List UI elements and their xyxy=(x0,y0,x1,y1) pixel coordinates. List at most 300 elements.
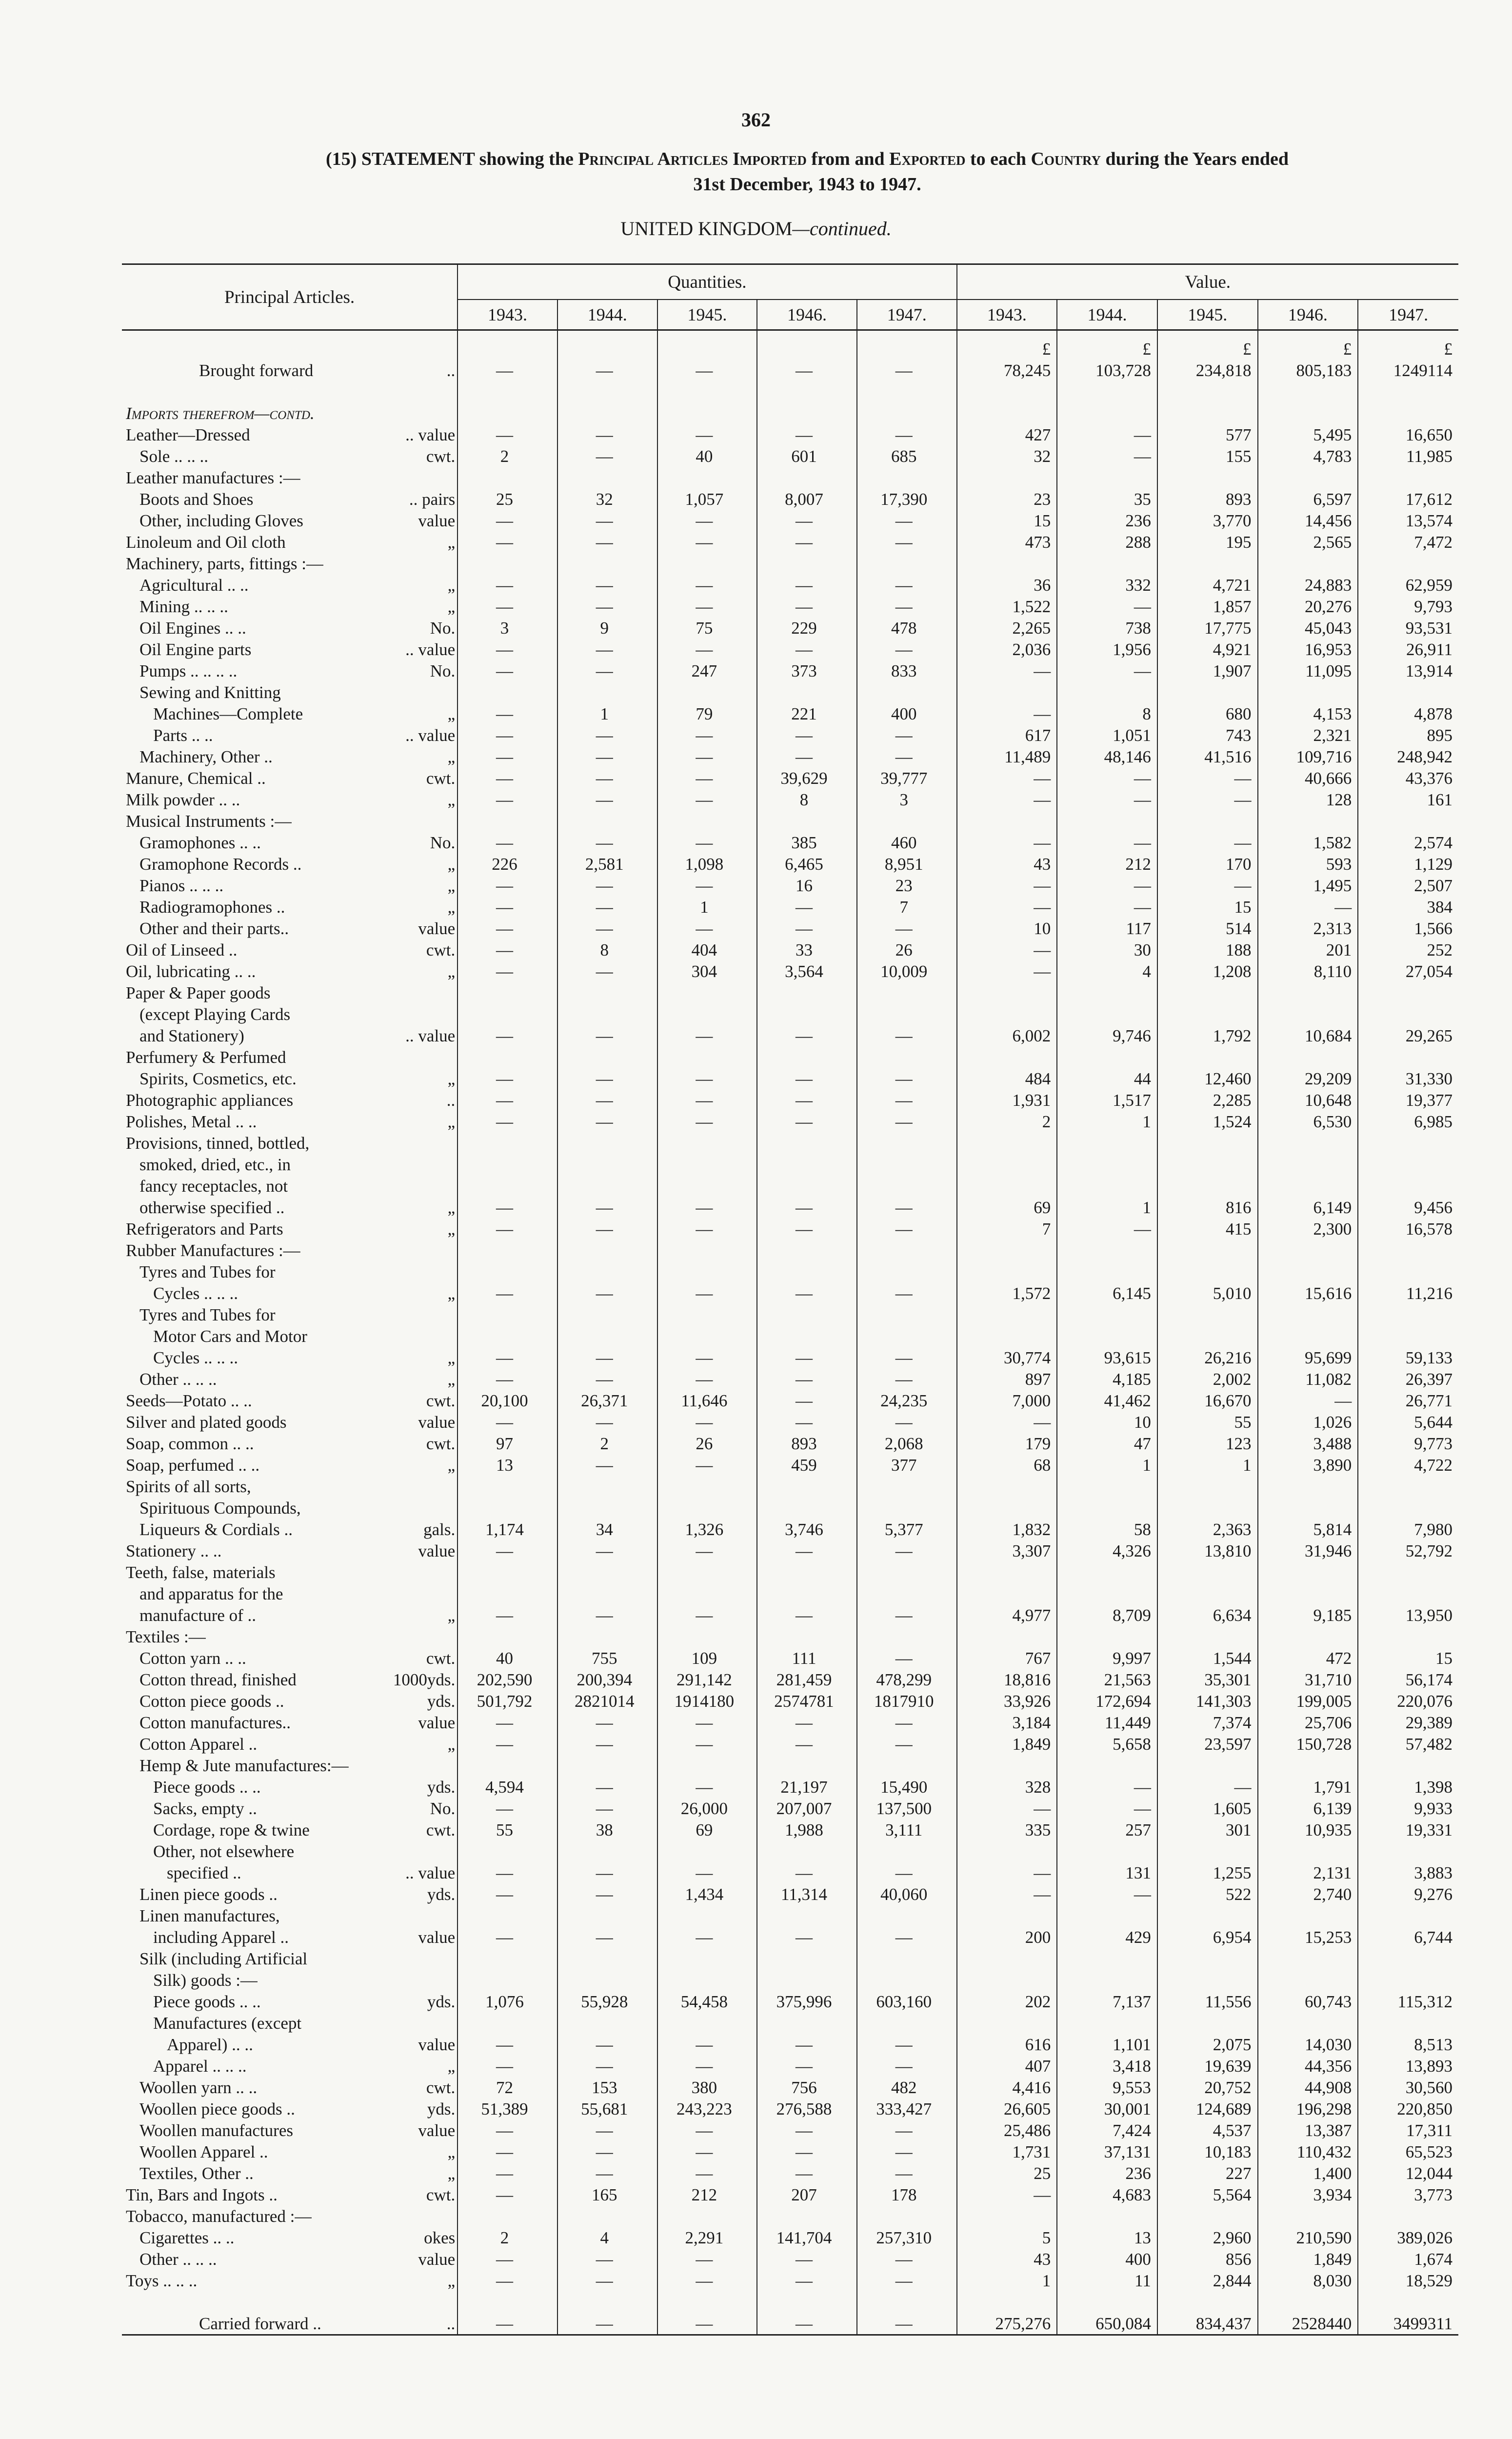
value-cell: 484 xyxy=(957,1068,1057,1089)
value-cell: 1 xyxy=(1057,1454,1157,1476)
value-cell: — xyxy=(957,1798,1057,1819)
table-row xyxy=(122,1755,1458,1776)
article-unit: cwt. xyxy=(426,2185,456,2204)
value-cell: 1,674 xyxy=(1358,2248,1458,2270)
quantity-cell xyxy=(757,2291,857,2313)
value-cell: 212 xyxy=(1057,853,1157,875)
value-cell: 11,216 xyxy=(1358,1282,1458,1304)
value-cell: — xyxy=(1258,1390,1358,1411)
value-cell: 31,946 xyxy=(1258,1540,1358,1561)
article-unit xyxy=(450,983,455,1003)
article-cell xyxy=(122,1798,458,1819)
value-cell xyxy=(1057,1905,1157,1926)
table-row xyxy=(122,1583,1458,1604)
quantity-cell: 137,500 xyxy=(857,1798,957,1819)
article-cell xyxy=(122,2162,458,2184)
article-unit: „ xyxy=(447,1455,456,1475)
value-cell xyxy=(1258,2012,1358,2034)
table-row xyxy=(122,1154,1458,1175)
value-cell xyxy=(1358,982,1458,1003)
value-cell xyxy=(1057,1154,1157,1175)
quantity-cell: — xyxy=(557,1025,657,1046)
article-unit: „ xyxy=(447,1283,456,1303)
article-cell xyxy=(122,1175,458,1197)
quantity-cell xyxy=(657,1969,757,1991)
quantity-cell: 281,459 xyxy=(757,1669,857,1690)
article-unit: .. xyxy=(446,360,456,380)
quantity-cell xyxy=(757,1755,857,1776)
article-unit: cwt. xyxy=(426,1820,456,1839)
value-cell: 389,026 xyxy=(1358,2227,1458,2248)
value-cell xyxy=(957,1948,1057,1969)
table-row xyxy=(122,2270,1458,2291)
value-cell: 2,002 xyxy=(1157,1368,1258,1390)
value-cell: 23 xyxy=(957,488,1057,510)
value-cell xyxy=(1358,810,1458,832)
article-name: Cycles .. .. .. xyxy=(153,1283,239,1303)
value-cell: 15 xyxy=(957,510,1057,531)
quantity-cell: 243,223 xyxy=(657,2098,757,2119)
article-name: Spirits of all sorts, xyxy=(126,1477,251,1496)
value-cell xyxy=(1057,2291,1157,2313)
article-unit: „ xyxy=(447,2056,456,2076)
quantity-cell: — xyxy=(557,2313,657,2335)
value-cell: 93,531 xyxy=(1358,617,1458,639)
value-cell: 18,529 xyxy=(1358,2270,1458,2291)
quantity-cell: — xyxy=(657,724,757,746)
value-cell: 1 xyxy=(1157,1454,1258,1476)
quantity-cell: 51,389 xyxy=(458,2098,557,2119)
quantity-cell: 3 xyxy=(857,789,957,810)
quantity-cell xyxy=(657,1755,757,1776)
article-unit: „ xyxy=(447,1734,456,1754)
value-cell: 25 xyxy=(957,2162,1057,2184)
table-row xyxy=(122,1175,1458,1197)
article-name: Sewing and Knitting xyxy=(139,682,281,702)
quantity-cell xyxy=(657,1905,757,1926)
value-cell: 11,556 xyxy=(1157,1991,1258,2012)
table-row xyxy=(122,1239,1458,1261)
value-cell: 4,153 xyxy=(1258,703,1358,724)
quantity-cell: — xyxy=(458,1411,557,1433)
value-cell xyxy=(1057,810,1157,832)
heading-line2: 31st December, 1943 to 1947. xyxy=(693,174,921,195)
quantity-cell: — xyxy=(857,2055,957,2077)
quantity-cell: — xyxy=(657,1926,757,1948)
article-unit: „ xyxy=(447,897,456,917)
value-cell xyxy=(1157,1583,1258,1604)
value-cell: 4,416 xyxy=(957,2077,1057,2098)
table-row xyxy=(122,1905,1458,1926)
quantity-cell: — xyxy=(757,1411,857,1433)
quantity-cell: 33 xyxy=(757,939,857,960)
article-unit: .. value xyxy=(405,1026,456,1045)
quantity-cell: — xyxy=(557,445,657,467)
quantity-cell xyxy=(757,467,857,488)
value-cell xyxy=(1258,1261,1358,1282)
quantity-cell: 21,197 xyxy=(757,1776,857,1798)
value-cell: 68 xyxy=(957,1454,1057,1476)
quantity-cell: — xyxy=(458,767,557,789)
heading-word1: STATEMENT xyxy=(361,149,475,169)
quantity-cell: — xyxy=(857,531,957,553)
article-cell xyxy=(122,1476,458,1497)
table-row xyxy=(122,703,1458,724)
quantity-cell xyxy=(458,1561,557,1583)
value-cell: 3,773 xyxy=(1358,2184,1458,2205)
value-cell xyxy=(957,467,1057,488)
value-cell: 4,878 xyxy=(1358,703,1458,724)
article-cell xyxy=(122,1197,458,1218)
quantity-cell: — xyxy=(857,724,957,746)
article-unit: cwt. xyxy=(426,2078,456,2097)
quantity-cell: — xyxy=(458,1540,557,1561)
value-cell xyxy=(957,810,1057,832)
quantity-cell xyxy=(557,1583,657,1604)
article-name: Sole .. .. .. xyxy=(139,446,208,466)
value-cell: 95,699 xyxy=(1258,1347,1358,1368)
quantity-cell: 2821014 xyxy=(557,1690,657,1712)
quantity-cell: — xyxy=(757,1218,857,1239)
value-cell: 25,706 xyxy=(1258,1712,1358,1733)
article-cell xyxy=(122,1433,458,1454)
article-name: Woollen Apparel .. xyxy=(139,2142,268,2161)
value-cell: 2 xyxy=(957,1111,1057,1132)
article-cell xyxy=(122,1926,458,1948)
quantity-cell: 1 xyxy=(557,703,657,724)
table-row xyxy=(122,2184,1458,2205)
value-cell: 288 xyxy=(1057,531,1157,553)
article-cell xyxy=(122,939,458,960)
value-cell xyxy=(1057,1497,1157,1519)
value-cell xyxy=(1157,1132,1258,1154)
quantity-cell: — xyxy=(657,1604,757,1626)
heading-number: (15) xyxy=(326,149,357,169)
value-cell: 8 xyxy=(1057,703,1157,724)
article-name: Paper & Paper goods xyxy=(126,983,271,1002)
value-cell: 17,311 xyxy=(1358,2119,1458,2141)
value-cell xyxy=(957,1755,1057,1776)
value-cell: 8,513 xyxy=(1358,2034,1458,2055)
quantity-cell xyxy=(757,381,857,402)
article-unit: „ xyxy=(447,575,456,595)
value-cell xyxy=(1258,381,1358,402)
quantity-cell: 1,326 xyxy=(657,1519,757,1540)
article-cell xyxy=(122,2270,458,2291)
quantity-cell: — xyxy=(757,1089,857,1111)
quantity-cell: — xyxy=(857,1218,957,1239)
value-cell: 1,495 xyxy=(1258,875,1358,896)
value-cell: 52,792 xyxy=(1358,1540,1458,1561)
quantity-cell: — xyxy=(458,660,557,681)
quantity-cell: 26 xyxy=(657,1433,757,1454)
value-cell xyxy=(1358,1497,1458,1519)
article-unit: „ xyxy=(447,854,456,874)
value-cell: 24,883 xyxy=(1258,574,1358,596)
value-cell xyxy=(1258,1003,1358,1025)
value-cell: 6,985 xyxy=(1358,1111,1458,1132)
value-cell xyxy=(1258,1840,1358,1862)
article-cell xyxy=(122,1991,458,2012)
value-cell: 10 xyxy=(1057,1411,1157,1433)
quantity-cell xyxy=(657,402,757,424)
quantity-cell: 55 xyxy=(458,1819,557,1840)
quantity-cell: 178 xyxy=(857,2184,957,2205)
value-cell: 11,095 xyxy=(1258,660,1358,681)
quantity-cell: — xyxy=(458,918,557,939)
quantity-cell: — xyxy=(657,1111,757,1132)
value-cell xyxy=(1157,1948,1258,1969)
value-cell: 124,689 xyxy=(1157,2098,1258,2119)
quantity-cell xyxy=(657,1948,757,1969)
quantity-cell: — xyxy=(557,639,657,660)
value-cell: — xyxy=(957,767,1057,789)
quantity-cell: — xyxy=(757,596,857,617)
value-cell xyxy=(1057,1304,1157,1325)
value-cell xyxy=(1057,381,1157,402)
quantity-cell xyxy=(757,553,857,574)
value-cell: 10 xyxy=(957,918,1057,939)
value-cell: — xyxy=(957,1862,1057,1883)
quantity-cell xyxy=(458,1046,557,1068)
article-name: Carried forward .. xyxy=(199,2314,321,2333)
quantity-cell: 3 xyxy=(458,617,557,639)
article-cell xyxy=(122,2098,458,2119)
value-cell: 11,449 xyxy=(1057,1712,1157,1733)
table-row xyxy=(122,2077,1458,2098)
value-cell xyxy=(1258,1046,1358,1068)
value-cell: — xyxy=(1157,1776,1258,1798)
quantity-cell: — xyxy=(557,1926,657,1948)
table-row xyxy=(122,2119,1458,2141)
article-unit: .. xyxy=(446,1090,456,1110)
quantity-cell: — xyxy=(857,2313,957,2335)
article-unit: „ xyxy=(447,704,456,723)
quantity-cell: — xyxy=(857,1862,957,1883)
value-cell: 11,082 xyxy=(1258,1368,1358,1390)
value-cell: 5 xyxy=(957,2227,1057,2248)
quantity-cell xyxy=(458,1304,557,1325)
value-cell xyxy=(1057,1969,1157,1991)
quantity-cell: 375,996 xyxy=(757,1991,857,2012)
quantity-cell: — xyxy=(557,1282,657,1304)
quantity-cell: — xyxy=(458,939,557,960)
value-cell: 384 xyxy=(1358,896,1458,918)
value-cell: 26,216 xyxy=(1157,1347,1258,1368)
value-cell: 15,616 xyxy=(1258,1282,1358,1304)
value-cell: — xyxy=(1258,896,1358,918)
article-name: Soap, perfumed .. .. xyxy=(126,1455,260,1475)
value-cell xyxy=(1358,1304,1458,1325)
heading-sc3: Country xyxy=(1031,149,1101,169)
table-row xyxy=(122,1926,1458,1948)
quantity-cell: 304 xyxy=(657,960,757,982)
quantity-cell: — xyxy=(458,510,557,531)
currency-symbol: £ xyxy=(957,330,1057,360)
quantity-cell: — xyxy=(557,789,657,810)
table-row xyxy=(122,1218,1458,1239)
value-cell: 328 xyxy=(957,1776,1057,1798)
quantity-cell xyxy=(657,553,757,574)
article-cell xyxy=(122,832,458,853)
year-header: 1947. xyxy=(1358,300,1458,330)
article-unit xyxy=(450,1841,455,1862)
value-cell xyxy=(1258,467,1358,488)
value-cell xyxy=(1057,402,1157,424)
quantity-cell: 1,434 xyxy=(657,1883,757,1905)
value-cell: 8,709 xyxy=(1057,1604,1157,1626)
quantity-cell xyxy=(557,553,657,574)
value-cell: 5,814 xyxy=(1258,1519,1358,1540)
value-cell: 897 xyxy=(957,1368,1057,1390)
value-cell xyxy=(957,1304,1057,1325)
quantity-cell: — xyxy=(857,1068,957,1089)
quantity-cell: — xyxy=(757,2162,857,2184)
value-cell: 252 xyxy=(1358,939,1458,960)
value-cell: 1,524 xyxy=(1157,1111,1258,1132)
article-unit: .. value xyxy=(405,640,456,659)
principal-articles-header: Principal Articles. xyxy=(122,264,458,330)
quantity-cell: — xyxy=(757,2141,857,2162)
article-name: Cotton piece goods .. xyxy=(139,1691,284,1711)
article-unit: value xyxy=(418,1713,456,1732)
value-cell xyxy=(1258,982,1358,1003)
article-name: fancy receptacles, not xyxy=(139,1176,288,1196)
value-cell: 172,694 xyxy=(1057,1690,1157,1712)
quantity-cell xyxy=(657,1626,757,1647)
quantity-cell: — xyxy=(857,1647,957,1669)
quantity-cell: — xyxy=(458,2270,557,2291)
quantity-cell: — xyxy=(657,875,757,896)
country-subheading xyxy=(0,217,1512,240)
table-row xyxy=(122,1304,1458,1325)
value-cell: 473 xyxy=(957,531,1057,553)
article-unit: „ xyxy=(447,876,456,895)
article-unit xyxy=(450,2206,455,2227)
value-cell xyxy=(957,1476,1057,1497)
quantity-cell xyxy=(757,1154,857,1175)
value-cell xyxy=(1358,402,1458,424)
article-cell xyxy=(122,1497,458,1519)
quantity-cell: 141,704 xyxy=(757,2227,857,2248)
value-cell: 514 xyxy=(1157,918,1258,939)
article-unit: .. value xyxy=(405,425,456,444)
quantity-cell: 291,142 xyxy=(657,1669,757,1690)
value-cell: 1,791 xyxy=(1258,1776,1358,1798)
table-row xyxy=(122,1540,1458,1561)
quantity-cell xyxy=(657,1476,757,1497)
value-cell xyxy=(1057,1476,1157,1497)
value-cell xyxy=(957,1969,1057,1991)
quantity-cell: 276,588 xyxy=(757,2098,857,2119)
quantity-cell: 2 xyxy=(557,1433,657,1454)
table-row xyxy=(122,1068,1458,1089)
value-cell xyxy=(957,681,1057,703)
value-cell: 577 xyxy=(1157,424,1258,445)
quantity-cell: 40 xyxy=(657,445,757,467)
value-cell: 9,933 xyxy=(1358,1798,1458,1819)
article-unit: No. xyxy=(430,661,456,680)
quantity-cell xyxy=(458,1497,557,1519)
quantity-cell: 26,371 xyxy=(557,1390,657,1411)
value-cell xyxy=(957,1583,1057,1604)
quantity-cell: 1914180 xyxy=(657,1690,757,1712)
quantity-cell: — xyxy=(757,510,857,531)
value-cell: 1 xyxy=(1057,1111,1157,1132)
quantity-cell: — xyxy=(857,2141,957,2162)
article-cell xyxy=(122,918,458,939)
value-cell: — xyxy=(957,1411,1057,1433)
value-cell xyxy=(1057,467,1157,488)
value-cell xyxy=(1157,982,1258,1003)
quantity-cell xyxy=(557,1304,657,1325)
value-cell: 109,716 xyxy=(1258,746,1358,767)
value-cell: 161 xyxy=(1358,789,1458,810)
article-unit: „ xyxy=(447,1605,456,1625)
value-cell: 4,683 xyxy=(1057,2184,1157,2205)
quantity-cell: — xyxy=(757,2034,857,2055)
quantity-cell xyxy=(857,1583,957,1604)
table-row xyxy=(122,1969,1458,1991)
value-cell: 155 xyxy=(1157,445,1258,467)
value-cell: 25,486 xyxy=(957,2119,1057,2141)
quantity-cell: 75 xyxy=(657,617,757,639)
quantity-cell: — xyxy=(557,1368,657,1390)
value-cell: 44,356 xyxy=(1258,2055,1358,2077)
value-cell xyxy=(1258,1755,1358,1776)
table-row xyxy=(122,467,1458,488)
value-cell: 45,043 xyxy=(1258,617,1358,639)
value-cell xyxy=(1157,1304,1258,1325)
value-cell xyxy=(1358,1561,1458,1583)
quantity-cell xyxy=(757,1046,857,1068)
quantity-cell: — xyxy=(657,360,757,381)
article-name: Rubber Manufactures :— xyxy=(126,1240,300,1260)
quantity-cell xyxy=(458,1476,557,1497)
quantity-cell: — xyxy=(857,2119,957,2141)
year-header: 1945. xyxy=(657,300,757,330)
value-cell: 2,131 xyxy=(1258,1862,1358,1883)
value-cell: 16,953 xyxy=(1258,639,1358,660)
value-cell xyxy=(1157,1561,1258,1583)
quantity-cell: — xyxy=(757,1926,857,1948)
value-cell: 429 xyxy=(1057,1926,1157,1948)
article-cell xyxy=(122,360,458,381)
article-unit xyxy=(450,1155,455,1175)
quantity-cell xyxy=(757,1304,857,1325)
quantity-cell: — xyxy=(657,1454,757,1476)
year-header: 1943. xyxy=(458,300,557,330)
value-cell: 123 xyxy=(1157,1433,1258,1454)
article-cell xyxy=(122,1325,458,1347)
value-cell xyxy=(1358,2012,1458,2034)
value-cell: 30 xyxy=(1057,939,1157,960)
value-cell: 36 xyxy=(957,574,1057,596)
value-cell xyxy=(957,1497,1057,1519)
value-cell xyxy=(1157,381,1258,402)
country-name: UNITED KINGDOM xyxy=(620,218,793,240)
value-cell: 2,960 xyxy=(1157,2227,1258,2248)
article-unit xyxy=(450,1562,455,1583)
article-unit: „ xyxy=(447,1069,456,1088)
quantity-cell: 6,465 xyxy=(757,853,857,875)
article-unit: yds. xyxy=(427,1777,456,1797)
article-name: Gramophone Records .. xyxy=(139,854,302,874)
value-cell: 1,129 xyxy=(1358,853,1458,875)
quantity-cell: — xyxy=(757,360,857,381)
value-cell xyxy=(957,402,1057,424)
article-cell xyxy=(122,767,458,789)
